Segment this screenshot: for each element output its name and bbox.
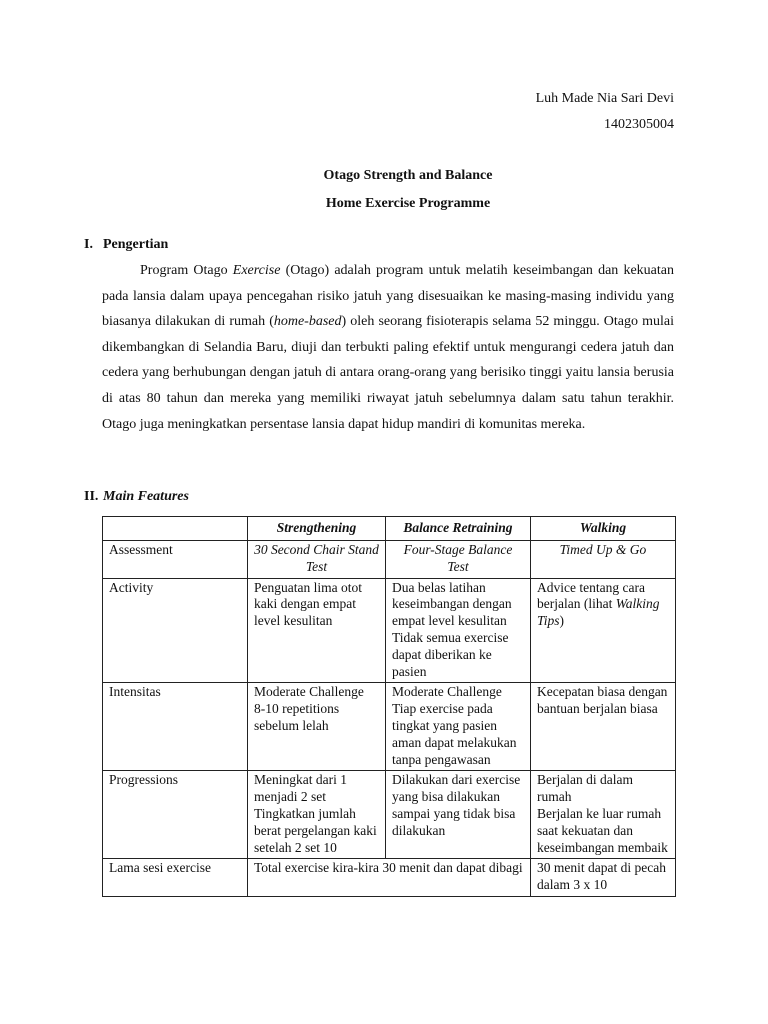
section-1-heading xyxy=(84,237,168,253)
cell-text: Tingkatkan jumlah berat pergelangan kaki setelah 2 set 10 xyxy=(254,805,377,855)
cell-text: Advice tentang cara berjalan (lihat xyxy=(537,579,645,612)
cell-assessment-walking: Timed Up & Go xyxy=(531,541,676,579)
section-1-paragraph xyxy=(102,258,674,437)
cell-text: Dua belas latihan keseimbangan dengan empat level kesulitan xyxy=(392,579,512,629)
author-block xyxy=(536,86,674,138)
para-text-2: (Otago) adalah program untuk melatih keseimbangan dan kekuatan pada lansia dalam upaya pencegahan risiko jatuh yang disesuaikan ke masing-masing individu yang biasanya dilakukan di rumah ( xyxy=(102,263,674,330)
cell-text: Berjalan di dalam rumah xyxy=(537,772,633,805)
author-name: Luh Made Nia Sari Devi xyxy=(535,91,674,106)
title-line-1: Otago Strength and Balance xyxy=(323,168,493,183)
cell-text: Moderate Challenge xyxy=(254,684,364,700)
cell-assessment-balance: Four-Stage Balance Test xyxy=(386,541,531,579)
header-strengthening: Strengthening xyxy=(248,517,386,541)
cell-progressions-strengthening xyxy=(248,771,386,859)
header-empty xyxy=(103,517,248,541)
cell-text: Tidak semua exercise dapat diberikan ke pasien xyxy=(392,629,509,679)
cell-text: Meningkat dari 1 menjadi 2 set xyxy=(254,772,347,805)
section-2-number: II. xyxy=(84,489,99,504)
section-1-title: Pengertian xyxy=(103,237,169,252)
cell-activity-strengthening: Penguatan lima otot kaki dengan empat level kesulitan xyxy=(248,578,386,683)
section-1-number: I. xyxy=(84,237,93,252)
cell-activity-walking xyxy=(531,578,676,683)
table-header-row xyxy=(103,517,676,541)
para-em-home-based: home-based xyxy=(273,314,342,330)
row-label-intensitas: Intensitas xyxy=(103,683,248,771)
author-id: 1402305004 xyxy=(604,117,674,132)
table-row xyxy=(103,859,676,897)
row-label-activity: Activity xyxy=(103,578,248,683)
cell-progressions-walking xyxy=(531,771,676,859)
cell-progressions-balance: Dilakukan dari exercise yang bisa dilakukan sampai yang tidak bisa dilakukan xyxy=(386,771,531,859)
cell-text: 8-10 repetitions sebelum lelah xyxy=(254,701,340,733)
cell-assessment-strengthening: 30 Second Chair Stand Test xyxy=(248,541,386,579)
cell-text: Moderate Challenge xyxy=(392,684,502,700)
cell-text: Berjalan ke luar rumah saat kekuatan dan keseimbangan membaik xyxy=(537,805,668,855)
row-label-assessment: Assessment xyxy=(103,541,248,579)
section-2-heading xyxy=(84,489,189,505)
document-title xyxy=(0,162,768,218)
cell-intensitas-walking: Kecepatan biasa dengan bantuan berjalan biasa xyxy=(531,683,676,771)
header-balance: Balance Retraining xyxy=(386,517,531,541)
section-2-title: Main Features xyxy=(103,489,189,504)
row-label-progressions: Progressions xyxy=(103,771,248,859)
title-line-2: Home Exercise Programme xyxy=(325,196,491,211)
table-row xyxy=(103,578,676,683)
table-row xyxy=(103,771,676,859)
cell-intensitas-balance xyxy=(386,683,531,771)
para-text-1: Program Otago xyxy=(140,263,233,278)
cell-lama-combined: Total exercise kira-kira 30 menit dan dapat dibagi xyxy=(248,859,531,897)
para-text-3: ) oleh seorang fisioterapis selama 52 minggu. Otago mulai dikembangkan di Selandia Baru, diuji dan terbukti paling efektif untuk mengurangi cedera jatuh dan cedera yang berhubungan dengan jatuh di antara orang-orang yang berisiko tinggi yaitu lansia berusia di atas 80 tahun dan mereka yang memiliki riwayat jatuh sebelumnya dalam satu tahun terakhir. Otago juga meningkatkan persentase lansia dapat hidup mandiri di komunitas mereka. xyxy=(102,314,674,432)
cell-lama-walking: 30 menit dapat di pecah dalam 3 x 10 xyxy=(531,859,676,897)
cell-text: ) xyxy=(559,613,565,629)
para-em-exercise: Exercise xyxy=(232,263,281,278)
table-row xyxy=(103,683,676,771)
header-walking: Walking xyxy=(531,517,676,541)
cell-text-em: Walking Tips xyxy=(537,596,660,629)
table-row xyxy=(103,541,676,579)
cell-intensitas-strengthening xyxy=(248,683,386,771)
main-features-table xyxy=(102,516,676,897)
row-label-lama-sesi: Lama sesi exercise xyxy=(103,859,248,897)
cell-text: Tiap exercise pada tingkat yang pasien aman dapat melakukan tanpa pengawasan xyxy=(392,701,517,767)
cell-activity-balance xyxy=(386,578,531,683)
